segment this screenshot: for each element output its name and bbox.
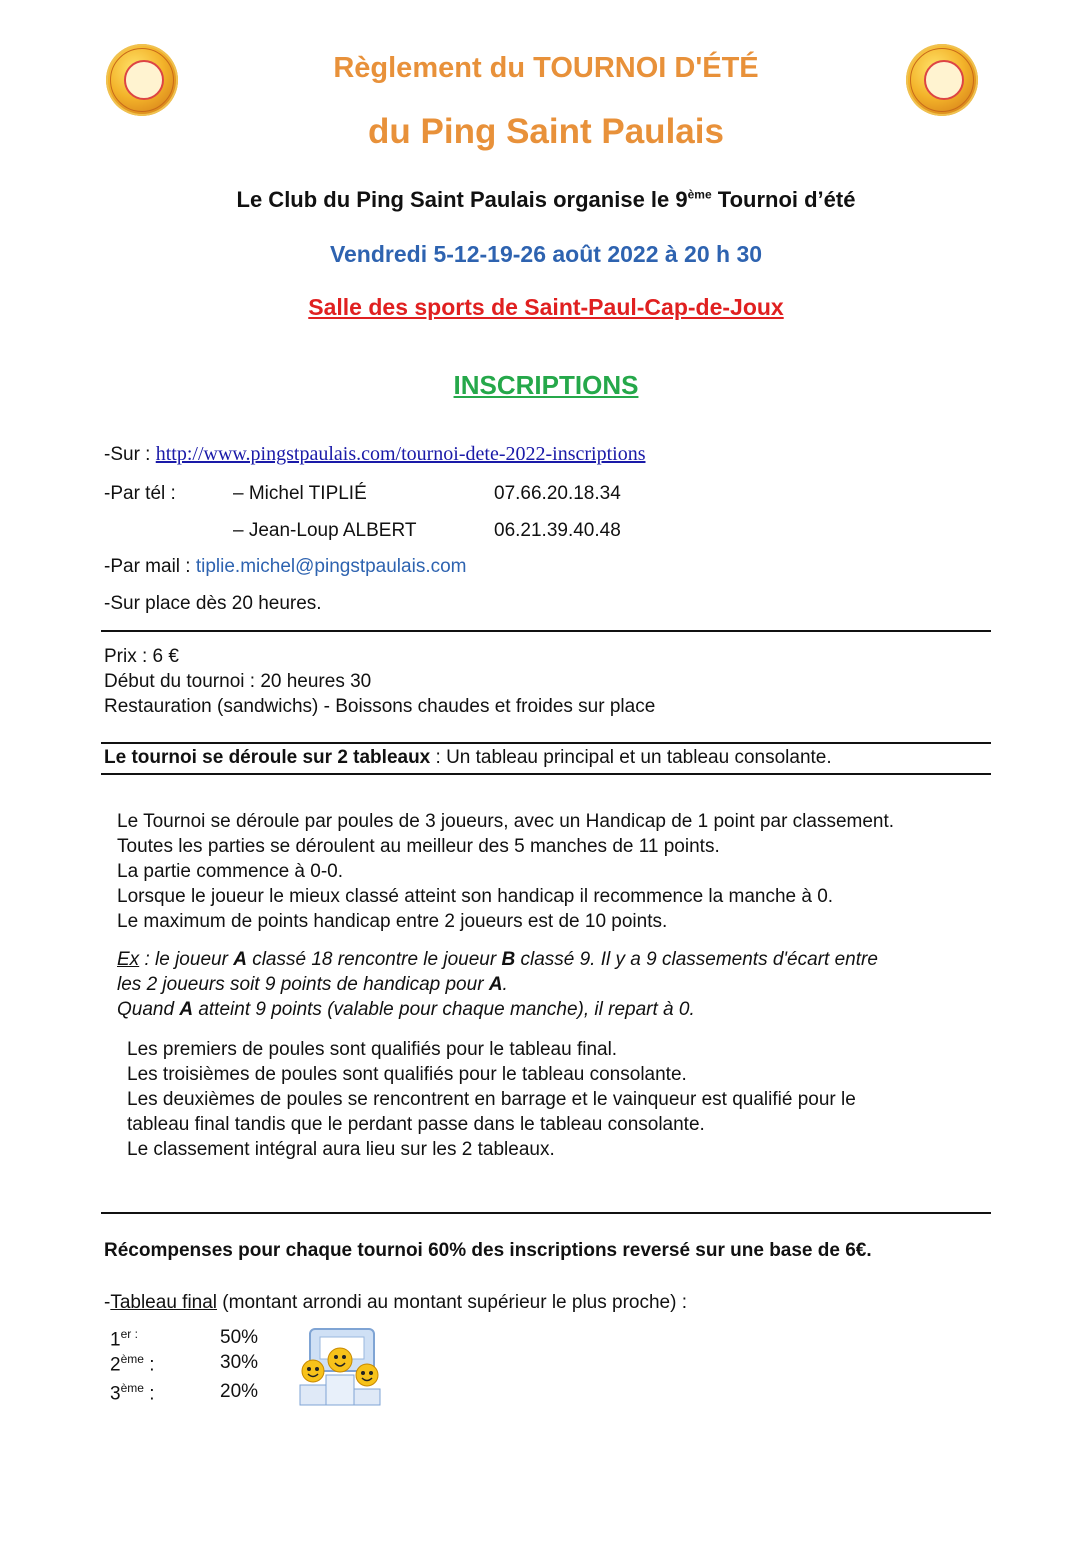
place-sup: ème	[120, 1381, 144, 1395]
example-line-2	[117, 972, 878, 997]
qualif-line: Les premiers de poules sont qualifiés pour le tableau final.	[127, 1039, 618, 1060]
qualif-line: Les troisièmes de poules sont qualifiés pour le tableau consolante.	[127, 1064, 687, 1085]
player-a: A	[179, 999, 194, 1020]
food-line: Restauration (sandwichs) - Boissons chaudes et froides sur place	[104, 696, 656, 717]
place-sup: er	[120, 1327, 132, 1341]
rule-line: La partie commence à 0-0.	[117, 861, 344, 882]
organiser-text-end: Tournoi d’été	[711, 187, 856, 212]
example-block	[117, 947, 878, 1022]
final-table-line	[104, 1292, 687, 1314]
contact-name-1: – Michel TIPLIÉ	[233, 483, 367, 504]
player-b: B	[501, 949, 516, 970]
tel-label: -Par tél :	[104, 483, 176, 504]
example-text: classé 18 rencontre le joueur	[246, 949, 502, 970]
example-text: les 2 joueurs soit 9 points de handicap pour	[117, 974, 489, 995]
divider	[101, 1212, 991, 1214]
example-text: atteint 9 points (valable pour chaque manche), il repart à 0.	[193, 999, 695, 1020]
place-1-pct: 50%	[220, 1327, 259, 1348]
dates-line: Vendredi 5-12-19-26 août 2022 à 20 h 30	[329, 241, 763, 267]
qualif-line: Les deuxièmes de poules se rencontrent en barrage et le vainqueur est qualifié pour le	[127, 1089, 856, 1110]
place-1	[110, 1327, 138, 1351]
place-3	[110, 1381, 154, 1405]
web-label: -Sur :	[104, 444, 156, 465]
final-prefix: -	[104, 1292, 111, 1313]
organiser-line	[0, 187, 1092, 213]
rule-line: Le maximum de points handicap entre 2 joueurs est de 10 points.	[117, 911, 668, 932]
inscriptions-heading: INSCRIPTIONS	[453, 370, 639, 400]
podium-smileys-icon	[292, 1327, 388, 1407]
tableaux-bold: Le tournoi se déroule sur 2 tableaux	[104, 747, 431, 768]
qualif-line: Le classement intégral aura lieu sur les 2 tableaux.	[127, 1139, 555, 1160]
rule-line: Lorsque le joueur le mieux classé atteint son handicap il recommence la manche à 0.	[117, 886, 834, 907]
contact-name-2: – Jean-Loup ALBERT	[233, 520, 417, 541]
example-text: Quand	[117, 999, 180, 1020]
contact-phone-1: 07.66.20.18.34	[494, 483, 621, 504]
mail-label: -Par mail :	[104, 556, 196, 577]
start-line: Début du tournoi : 20 heures 30	[104, 671, 372, 692]
rule-line: Toutes les parties se déroulent au meilleur des 5 manches de 11 points.	[117, 836, 720, 857]
venue-line: Salle des sports de Saint-Paul-Cap-de-Joux	[308, 294, 784, 320]
divider	[101, 742, 991, 744]
example-line-3	[117, 997, 878, 1022]
organiser-sup: ème	[687, 187, 712, 202]
final-label: Tableau final	[110, 1292, 218, 1313]
rule-line: Le Tournoi se déroule par poules de 3 joueurs, avec un Handicap de 1 point par classement.	[117, 811, 895, 832]
tableaux-rest: : Un tableau principal et un tableau consolante.	[430, 747, 832, 768]
player-a: A	[488, 974, 503, 995]
title-line-2: du Ping Saint Paulais	[368, 112, 724, 151]
info-block	[104, 644, 655, 719]
price-line: Prix : 6 €	[104, 646, 179, 667]
tableaux-line	[104, 747, 832, 769]
example-label: Ex	[117, 949, 140, 970]
example-text: .	[502, 974, 508, 995]
email-link[interactable]: tiplie.michel@pingstpaulais.com	[195, 556, 467, 577]
inscription-link[interactable]: http://www.pingstpaulais.com/tournoi-dete-2022-inscriptions	[155, 443, 646, 465]
contact-phone-2: 06.21.39.40.48	[494, 520, 621, 541]
rewards-heading: Récompenses pour chaque tournoi 60% des inscriptions reversé sur une base de 6€.	[104, 1240, 872, 1261]
onsite-line: -Sur place dès 20 heures.	[104, 593, 322, 614]
place-2-pct: 30%	[220, 1352, 259, 1373]
organiser-text: Le Club du Ping Saint Paulais organise le 9	[236, 187, 688, 212]
qualification-block	[127, 1037, 856, 1162]
final-note: (montant arrondi au montant supérieur le plus proche) :	[217, 1292, 688, 1313]
example-text: classé 9. Il y a 9 classements d'écart entre	[515, 949, 878, 970]
place-sup: ème	[120, 1352, 144, 1366]
example-text: : le joueur	[139, 949, 234, 970]
place-2	[110, 1352, 154, 1376]
example-line-1	[117, 947, 878, 972]
place-num: 1	[110, 1329, 121, 1351]
inscription-web	[104, 443, 645, 466]
place-colon: :	[131, 1327, 138, 1341]
place-num: 2	[110, 1354, 121, 1376]
qualif-line: tableau final tandis que le perdant passe dans le tableau consolante.	[127, 1114, 705, 1135]
divider	[101, 773, 991, 775]
place-colon: :	[143, 1354, 155, 1376]
title-line-1: Règlement du TOURNOI D'ÉTÉ	[333, 52, 759, 84]
inscription-mail	[104, 556, 467, 578]
divider	[101, 630, 991, 632]
rules-block	[117, 809, 894, 934]
player-a: A	[233, 949, 247, 970]
place-3-pct: 20%	[220, 1381, 259, 1402]
place-num: 3	[110, 1383, 121, 1405]
place-colon: :	[143, 1383, 155, 1405]
